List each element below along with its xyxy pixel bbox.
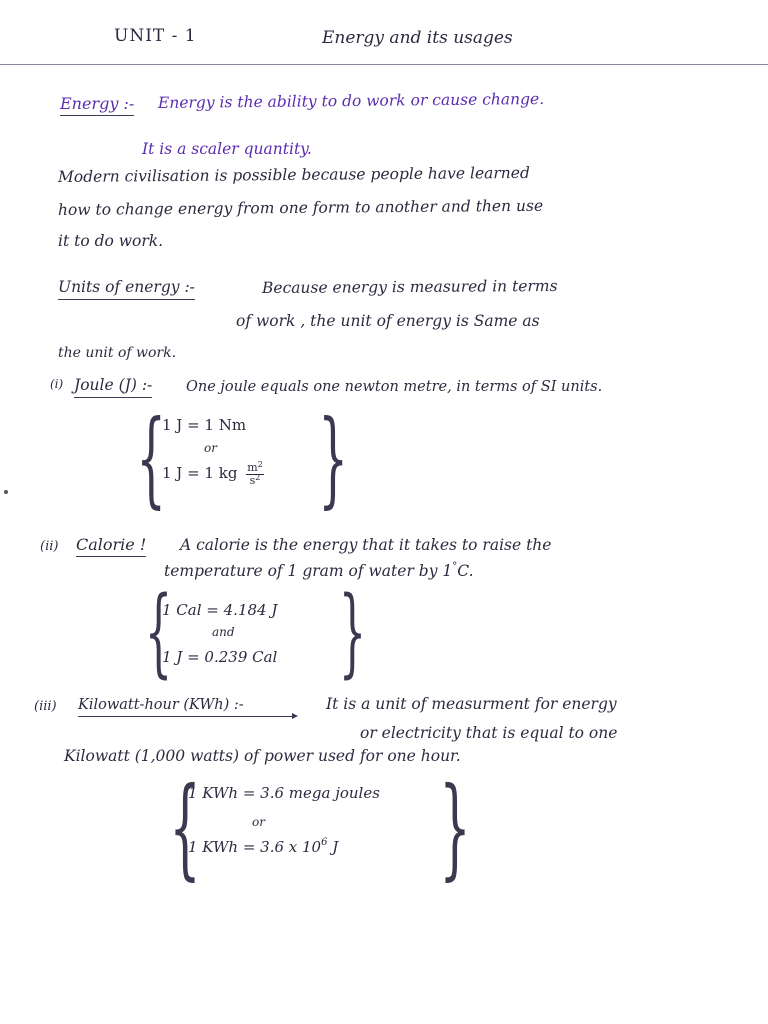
kwh-eq-2-prefix: 1 KWh = 3.6 x 10 xyxy=(188,838,322,856)
joule-eq-1: 1 J = 1 Nm xyxy=(162,416,247,434)
energy-line-1: Energy is the ability to do work or cause change. xyxy=(157,89,545,112)
calorie-eq-1: 1 Cal = 4.184 J xyxy=(162,601,278,619)
kwh-heading: Kilowatt-hour (KWh) :- xyxy=(78,697,244,713)
calorie-line-2 xyxy=(164,561,474,580)
joule-eq-2-prefix: 1 J = 1 kg xyxy=(162,464,238,483)
joule-index: (i) xyxy=(50,377,64,391)
joule-eq-2 xyxy=(162,462,264,486)
joule-heading: Joule (J) :- xyxy=(74,378,152,398)
kwh-eq-2-suffix: J xyxy=(327,838,339,856)
calorie-line-1: A calorie is the energy that it takes to raise the xyxy=(180,536,552,554)
joule-or: or xyxy=(204,441,217,455)
kwh-line-1: It is a unit of measurment for energy xyxy=(326,695,617,713)
degree-sign: ° xyxy=(452,561,458,572)
units-line-3: the unit of work. xyxy=(58,345,177,361)
energy-line-5: it to do work. xyxy=(58,232,164,250)
units-heading: Units of energy :- xyxy=(58,280,195,300)
page-title: Energy and its usages xyxy=(322,28,513,48)
units-line-1: Because energy is measured in terms xyxy=(261,276,558,297)
kwh-brace-left: { xyxy=(169,763,201,891)
joule-brace-left: { xyxy=(136,397,166,519)
kwh-brace-right: } xyxy=(439,763,471,891)
calorie-brace-right: } xyxy=(338,576,367,688)
calorie-heading: Calorie ! xyxy=(76,537,146,557)
kwh-eq-2 xyxy=(188,837,339,856)
joule-eq-2-fraction: $\frac{m^2}{s^2}$ xyxy=(247,460,263,487)
calorie-line-2-prefix: temperature of 1 gram of water by 1 xyxy=(164,562,453,580)
kwh-heading-arrow xyxy=(78,716,296,717)
kwh-eq-2-exponent: 6 xyxy=(321,837,328,848)
kwh-eq-1: 1 KWh = 3.6 mega joules xyxy=(188,784,380,802)
kwh-index: (iii) xyxy=(34,699,57,714)
energy-line-3: Modern civilisation is possible because people have learned xyxy=(57,163,530,186)
energy-line-4: how to change energy from one form to another and then use xyxy=(57,196,544,219)
energy-line-2: It is a scaler quantity. xyxy=(142,140,312,158)
kwh-line-2: or electricity that is equal to one xyxy=(360,724,618,742)
kwh-or: or xyxy=(252,815,265,829)
joule-brace-right: } xyxy=(318,397,348,519)
header-rule xyxy=(0,64,768,65)
calorie-line-2-suffix: C. xyxy=(457,562,474,580)
margin-mark xyxy=(4,490,8,494)
calorie-brace-left: { xyxy=(144,576,173,688)
energy-heading: Energy :- xyxy=(60,96,134,116)
calorie-eq-2: 1 J = 0.239 Cal xyxy=(162,648,278,666)
unit-label: UNIT - 1 xyxy=(114,26,197,46)
kwh-line-3: Kilowatt (1,000 watts) of power used for one hour. xyxy=(64,747,461,765)
units-line-2: of work , the unit of energy is Same as xyxy=(236,312,540,330)
joule-definition: One joule equals one newton metre, in terms of SI units. xyxy=(186,379,603,395)
calorie-index: (ii) xyxy=(40,539,59,554)
calorie-and: and xyxy=(212,625,235,639)
